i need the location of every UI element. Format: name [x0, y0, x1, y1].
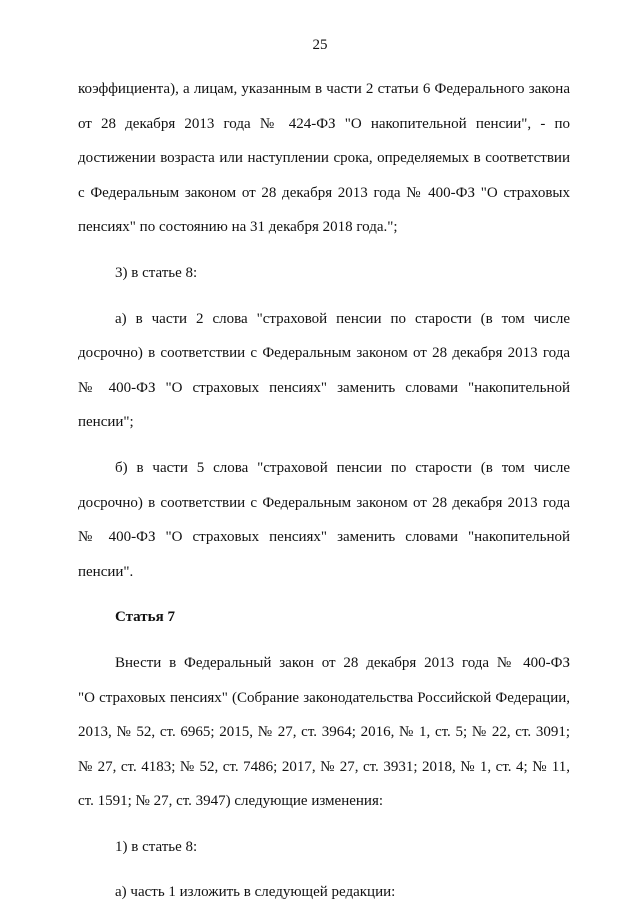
text-line: пенсии";: [78, 414, 134, 431]
paragraph-gap: [78, 440, 570, 451]
text-line: № 400-ФЗ "О страховых пенсиях" заменить словами "накопительной: [78, 379, 570, 396]
text-line: 2013, № 52, ст. 6965; 2015, № 27, ст. 3964; 2016, № 1, ст. 5; № 22, ст. 3091;: [78, 724, 570, 741]
sub-item-a: а) часть 1 изложить в следующей редакции:: [115, 884, 396, 901]
text-line: б) в части 5 слова "страховой пенсии по старости (в том числе: [115, 459, 570, 476]
text-line: "О страховых пенсиях" (Собрание законодательства Российской Федерации,: [78, 689, 570, 706]
text-line: достижении возраста или наступлении срока, определяемых в соответствии: [78, 150, 570, 167]
text-line: ст. 1591; № 27, ст. 3947) следующие изменения:: [78, 793, 384, 810]
paragraph-gap: [78, 245, 570, 256]
text-line: с Федеральным законом от 28 декабря 2013 года № 400-ФЗ "О страховых: [78, 184, 570, 201]
text-line: от 28 декабря 2013 года № 424-ФЗ "О накопительной пенсии", - по: [78, 115, 570, 132]
text-line: досрочно) в соответствии с Федеральным законом от 28 декабря 2013 года: [78, 345, 570, 362]
paragraph-gap: [78, 589, 570, 600]
page-number: 25: [312, 37, 328, 53]
paragraph-gap: [78, 635, 570, 646]
text-line: а) в части 2 слова "страховой пенсии по старости (в том числе: [115, 310, 570, 327]
list-item-1: 1) в статье 8:: [115, 838, 198, 855]
document-body: [78, 72, 570, 910]
text-line: Внести в Федеральный закон от 28 декабря 2013 года № 400-ФЗ: [115, 654, 570, 671]
paragraph-gap: [78, 864, 570, 875]
text-line: № 400-ФЗ "О страховых пенсиях" заменить словами "накопительной: [78, 529, 570, 546]
article-heading: Статья 7: [115, 609, 175, 626]
text-line: № 27, ст. 4183; № 52, ст. 7486; 2017, № 27, ст. 3931; 2018, № 1, ст. 4; № 11,: [78, 758, 570, 775]
paragraph-gap: [78, 291, 570, 302]
text-line: пенсиях" по состоянию на 31 декабря 2018 года.";: [78, 219, 398, 236]
list-item-3: 3) в статье 8:: [115, 264, 198, 281]
paragraph-gap: [78, 819, 570, 830]
text-line: пенсии".: [78, 563, 134, 580]
text-line: досрочно) в соответствии с Федеральным законом от 28 декабря 2013 года: [78, 494, 570, 511]
text-line: коэффициента), а лицам, указанным в части 2 статьи 6 Федерального закона: [78, 81, 570, 97]
